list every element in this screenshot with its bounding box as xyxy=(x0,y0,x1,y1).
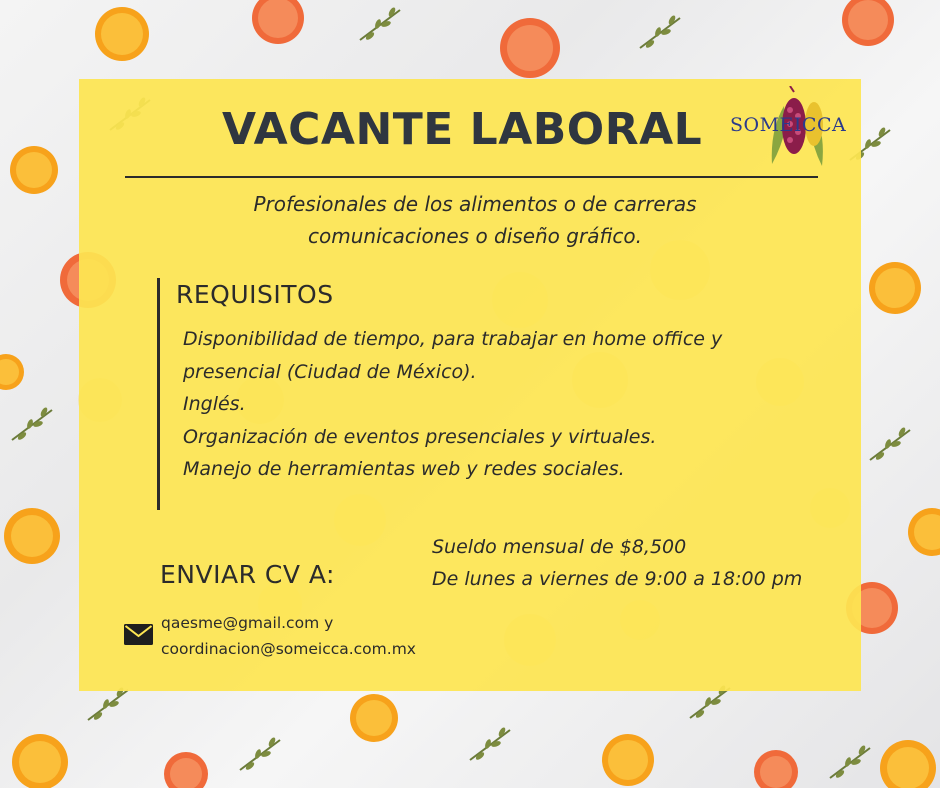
orange-slice xyxy=(880,740,936,788)
envelope-icon xyxy=(124,624,153,645)
orange-slice xyxy=(95,7,149,61)
grapefruit-slice xyxy=(754,750,798,788)
title-divider xyxy=(125,176,818,178)
logo-text: SOMEICCA xyxy=(730,114,847,136)
email-address[interactable]: coordinacion@someicca.com.mx xyxy=(161,640,416,658)
requirement-line: Inglés. xyxy=(183,393,246,415)
contact-emails xyxy=(161,610,416,662)
schedule-line: De lunes a viernes de 9:00 a 18:00 pm xyxy=(432,568,803,590)
subtitle-line: comunicaciones o diseño gráfico. xyxy=(308,224,642,248)
grapefruit-slice xyxy=(164,752,208,788)
requirements-list xyxy=(183,323,823,486)
salary-info xyxy=(432,531,852,595)
grapefruit-slice xyxy=(842,0,894,46)
grapefruit-slice xyxy=(500,18,560,78)
someicca-logo xyxy=(726,86,866,168)
orange-slice xyxy=(0,354,24,390)
requirement-line: Disponibilidad de tiempo, para trabajar en home office y xyxy=(183,328,723,350)
email-address[interactable]: qaesme@gmail.com y xyxy=(161,614,334,632)
subtitle xyxy=(150,188,800,252)
salary-line: Sueldo mensual de $8,500 xyxy=(432,536,687,558)
requirement-line: Organización de eventos presenciales y virtuales. xyxy=(183,425,657,448)
orange-slice xyxy=(602,734,654,786)
orange-slice xyxy=(4,508,60,564)
orange-slice xyxy=(12,734,68,788)
page-title: VACANTE LABORAL xyxy=(222,104,703,155)
send-cv-heading: ENVIAR CV A: xyxy=(160,560,335,589)
grapefruit-slice xyxy=(252,0,304,44)
requirements-heading: REQUISITOS xyxy=(176,280,334,309)
requirements-accent-bar xyxy=(157,278,160,510)
requirement-line: presencial (Ciudad de México). xyxy=(183,360,477,383)
requirement-line: Manejo de herramientas web y redes sociales. xyxy=(183,458,625,480)
orange-slice xyxy=(869,262,921,314)
orange-slice xyxy=(350,694,398,742)
orange-slice xyxy=(908,508,940,556)
subtitle-line: Profesionales de los alimentos o de carreras xyxy=(253,192,697,216)
orange-slice xyxy=(10,146,58,194)
